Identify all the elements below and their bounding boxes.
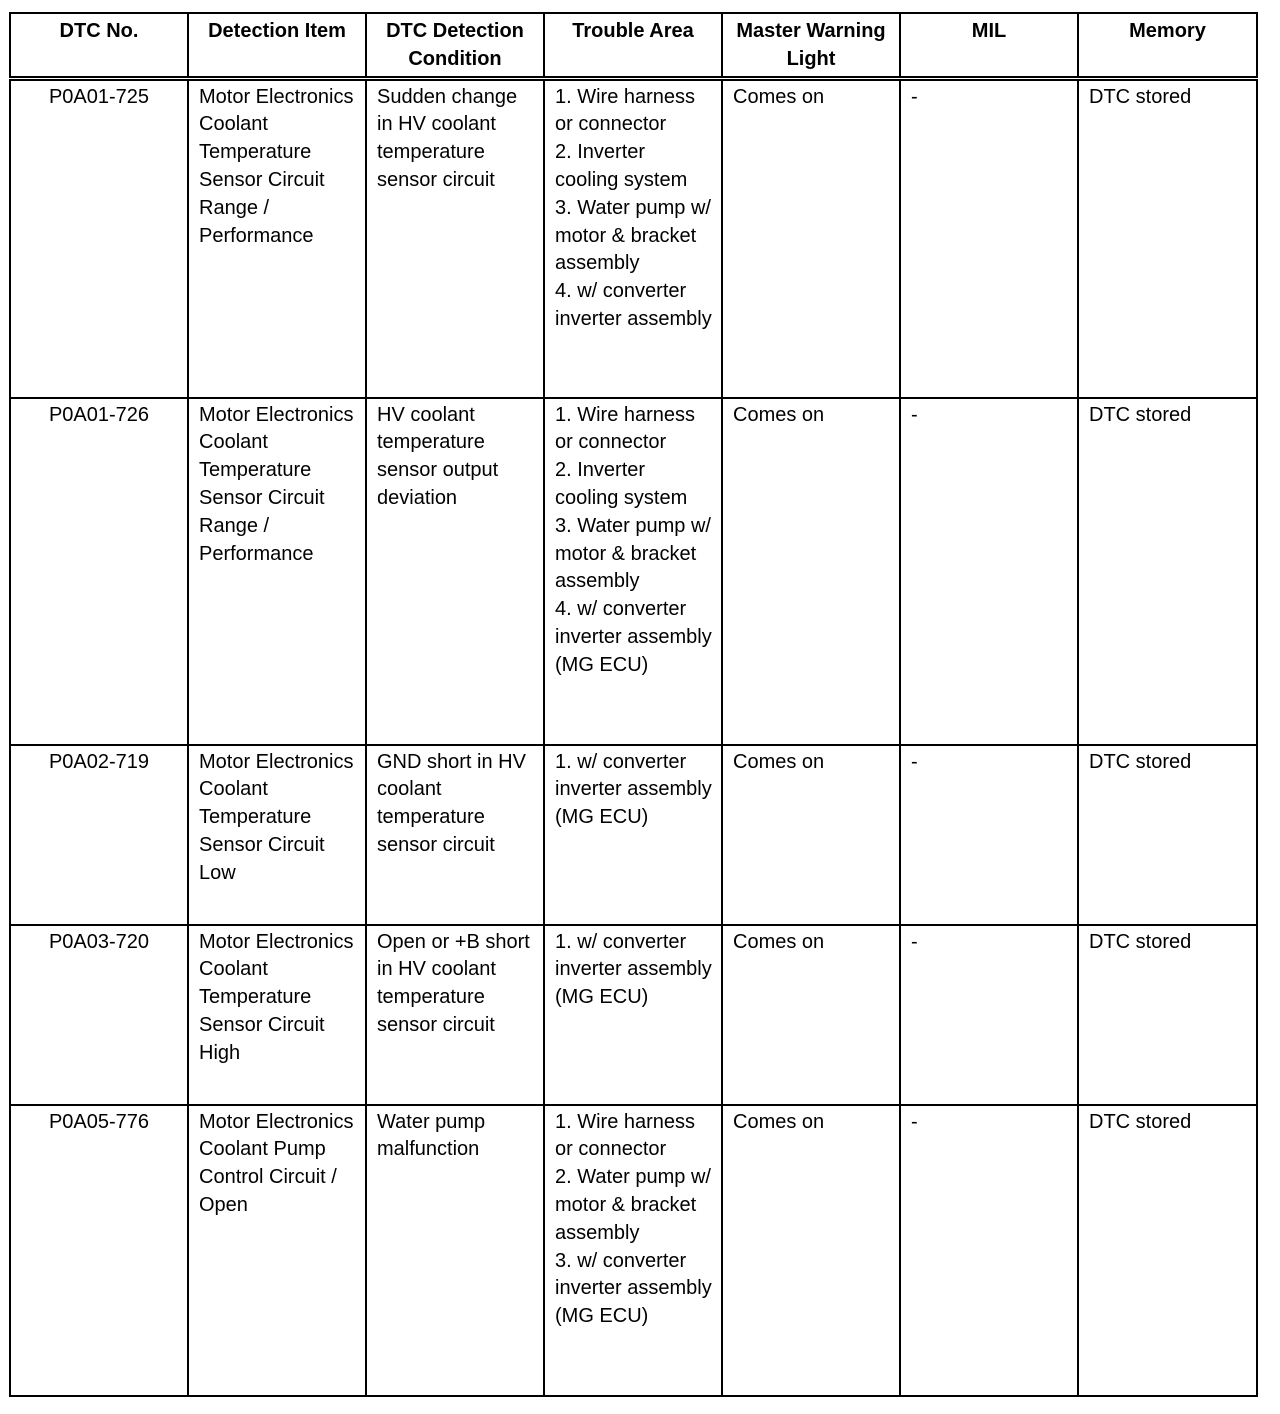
header-detection-item: Detection Item [188,13,366,78]
memory-cell: DTC stored [1078,1105,1257,1396]
header-mil: MIL [900,13,1078,78]
master-warning-light-cell: Comes on [722,1105,900,1396]
trouble-area-item: 1. Wire harness or connector [555,403,696,454]
master-warning-light-cell: Comes on [722,398,900,745]
trouble-area-item: 1. Wire harness or connector [555,85,696,136]
table-row [10,1105,1257,1396]
detection-condition-cell: Sudden change in HV coolant temperature sensor circuit [366,78,544,398]
detection-condition-cell: GND short in HV coolant temperature sensor circuit [366,745,544,925]
memory-cell: DTC stored [1078,745,1257,925]
memory-cell: DTC stored [1078,398,1257,745]
dtc-number-cell: P0A01-725 [10,78,188,398]
detection-condition-cell: Water pump malfunction [366,1105,544,1396]
dtc-number-cell: P0A02-719 [10,745,188,925]
trouble-area-item: 2. Water pump w/ motor & bracket assembly [555,1166,711,1244]
master-warning-light-cell: Comes on [722,745,900,925]
table-row [10,78,1257,398]
detection-item-cell: Motor Electronics Coolant Temperature Sensor Circuit Low [188,745,366,925]
memory-cell: DTC stored [1078,925,1257,1105]
mil-cell: - [900,398,1078,745]
trouble-area-item: 2. Inverter cooling system [555,141,688,191]
master-warning-light-cell: Comes on [722,925,900,1105]
table-row [10,398,1257,745]
dtc-number-cell: P0A05-776 [10,1105,188,1396]
trouble-area-item: 3. Water pump w/ motor & bracket assembly [555,196,711,275]
mil-cell: - [900,1105,1078,1396]
trouble-area-item: 1. Wire harness or connector [555,1110,696,1161]
trouble-area-item: 1. w/ converter inverter assembly (MG ECU) [555,930,712,1009]
detection-condition-cell: HV coolant temperature sensor output deviation [366,398,544,745]
trouble-area-item: 3. w/ converter inverter assembly (MG ECU) [555,1249,712,1328]
trouble-area-cell [544,745,722,925]
trouble-area-cell [544,398,722,745]
detection-item-cell: Motor Electronics Coolant Temperature Sensor Circuit Range / Performance [188,398,366,745]
header-dtc-no: DTC No. [10,13,188,78]
mil-cell: - [900,925,1078,1105]
trouble-area-cell [544,925,722,1105]
table-header-row [10,13,1257,78]
trouble-area-cell [544,1105,722,1396]
header-detection-condition: DTC Detection Condition [366,13,544,78]
dtc-table [9,12,1258,1397]
header-trouble-area: Trouble Area [544,13,722,78]
table-row [10,745,1257,925]
dtc-number-cell: P0A03-720 [10,925,188,1105]
detection-condition-cell: Open or +B short in HV coolant temperature sensor circuit [366,925,544,1105]
mil-cell: - [900,78,1078,398]
trouble-area-item: 2. Inverter cooling system [555,459,688,509]
master-warning-light-cell: Comes on [722,78,900,398]
mil-cell: - [900,745,1078,925]
trouble-area-cell [544,78,722,398]
detection-item-cell: Motor Electronics Coolant Pump Control Circuit / Open [188,1105,366,1396]
dtc-number-cell: P0A01-726 [10,398,188,745]
detection-item-cell: Motor Electronics Coolant Temperature Sensor Circuit High [188,925,366,1105]
trouble-area-item: 4. w/ converter inverter assembly [555,280,712,330]
trouble-area-item: 1. w/ converter inverter assembly (MG ECU) [555,750,712,829]
header-master-warning-light: Master Warning Light [722,13,900,78]
detection-item-cell: Motor Electronics Coolant Temperature Sensor Circuit Range / Performance [188,78,366,398]
table-row [10,925,1257,1105]
header-memory: Memory [1078,13,1257,78]
trouble-area-item: 3. Water pump w/ motor & bracket assembly [555,514,711,593]
trouble-area-item: 4. w/ converter inverter assembly (MG ECU) [555,598,712,676]
memory-cell: DTC stored [1078,78,1257,398]
